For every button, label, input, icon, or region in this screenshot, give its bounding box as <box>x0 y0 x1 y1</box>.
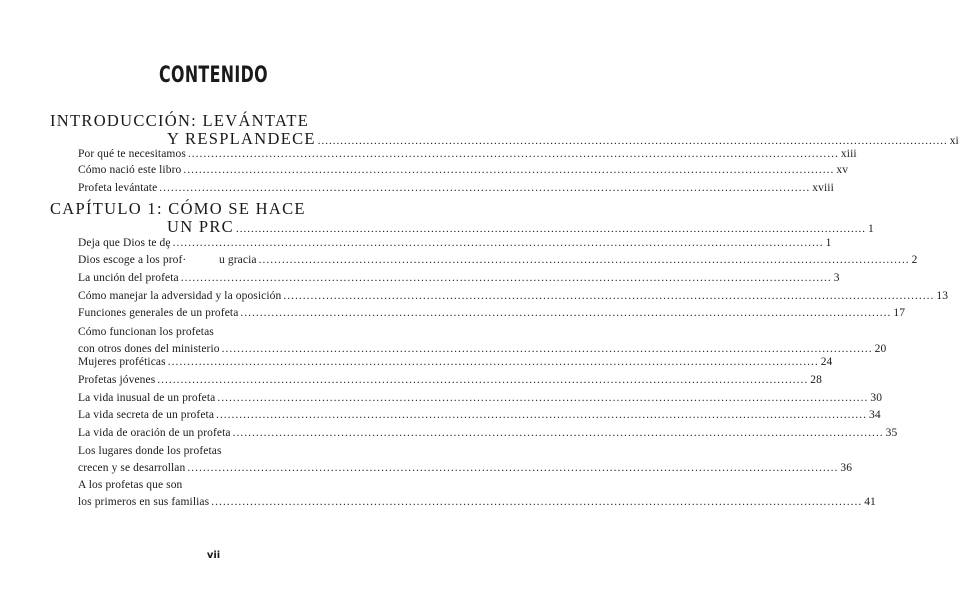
entry-page-number: 41 <box>864 496 876 508</box>
toc-entry[interactable] <box>78 408 881 422</box>
dot-leader: ........................................................................................................................................................................ <box>221 343 873 355</box>
chapter-page-number: 1 <box>867 223 874 235</box>
entry-title-line1: Cómo funcionan los profetas <box>78 326 214 338</box>
toc-entry[interactable] <box>78 373 822 387</box>
toc-entry[interactable] <box>78 426 898 440</box>
chapter-title-line1: CAPÍTULO 1: CÓMO SE HACE <box>50 199 306 218</box>
dot-leader: ........................................................................................................................................................................ <box>159 182 811 194</box>
entry-title: La vida de oración de un profeta <box>78 427 231 439</box>
toc-entry[interactable] <box>78 163 849 177</box>
dot-leader: ........................................................................................................................................................................ <box>283 290 935 302</box>
dot-leader: ........................................................................................................................................................................ <box>216 409 868 421</box>
dot-leader: ........................................................................................................................................................................ <box>167 356 819 368</box>
toc-entry[interactable] <box>78 477 876 511</box>
chapter-title-line2: Y RESPLANDECE <box>167 129 316 148</box>
toc-entry[interactable] <box>78 324 887 358</box>
toc-chapter-heading <box>50 199 874 238</box>
dot-leader: ........................................................................................................................................................................ <box>187 148 839 160</box>
toc-chapter-heading <box>50 111 959 150</box>
entry-title-line1: A los profetas que son <box>78 479 183 491</box>
entry-title-line1: Los lugares donde los profetas <box>78 445 222 457</box>
entry-title: los primeros en sus familias <box>78 496 210 508</box>
entry-title: Profetas jóvenes <box>78 374 156 386</box>
entry-page-number: 17 <box>893 307 906 319</box>
toc-entry[interactable] <box>78 391 883 405</box>
entry-title: Funciones generales de un profeta <box>78 307 239 319</box>
toc-entry[interactable] <box>78 271 840 285</box>
dot-leader: ........................................................................................................................................................................ <box>317 135 948 147</box>
entry-title: Cómo nació este libro <box>78 164 182 176</box>
dot-leader: ........................................................................................................................................................................ <box>217 392 869 404</box>
dot-leader: ........................................................................................................................................................................ <box>157 374 809 386</box>
dot-leader: ........................................................................................................................................................................ <box>172 237 824 249</box>
entry-title: crecen y se desarrollan <box>78 462 186 474</box>
entry-page-number: xiii <box>840 148 857 160</box>
entry-title: La vida inusual de un profeta <box>78 392 216 404</box>
entry-title: con otros dones del ministerio <box>78 343 220 355</box>
entry-page-number: 35 <box>885 427 898 439</box>
entry-page-number: xviii <box>812 182 834 194</box>
entry-title: Mujeres proféticas <box>78 356 166 368</box>
entry-title: Deja que Dios te dȩ <box>78 237 171 249</box>
entry-page-number: 24 <box>820 356 833 368</box>
entry-title: Por qué te necesitamos <box>78 148 186 160</box>
dot-leader: ........................................................................................................................................................................ <box>183 164 835 176</box>
dot-leader: ........................................................................................................................................................................ <box>235 223 866 235</box>
toc-entry[interactable] <box>78 253 918 267</box>
entry-page-number: xv <box>836 164 849 176</box>
chapter-title-line2: UN PRC <box>167 217 234 236</box>
entry-page-number: 28 <box>810 374 822 386</box>
entry-title: La vida secreta de un profeta <box>78 409 215 421</box>
entry-page-number: 30 <box>870 392 883 404</box>
dot-leader: ........................................................................................................................................................................ <box>211 496 863 508</box>
toc-entry[interactable] <box>78 289 949 303</box>
dot-leader: ........................................................................................................................................................................ <box>187 462 839 474</box>
toc-entry[interactable] <box>78 181 834 195</box>
entry-title: Cómo manejar la adversidad y la oposición <box>78 290 282 302</box>
dot-leader: ........................................................................................................................................................................ <box>258 254 910 266</box>
dot-leader: ........................................................................................................................................................................ <box>232 427 884 439</box>
toc-entry[interactable] <box>78 147 857 161</box>
dot-leader: ........................................................................................................................................................................ <box>240 307 892 319</box>
toc-entry[interactable] <box>78 355 833 369</box>
entry-page-number: 2 <box>911 254 918 266</box>
chapter-page-number: xi <box>949 135 959 147</box>
dot-leader: ........................................................................................................................................................................ <box>180 272 832 284</box>
entry-page-number: 3 <box>833 272 840 284</box>
entry-page-number: 1 <box>825 237 832 249</box>
page-number: vii <box>206 550 221 561</box>
entry-page-number: 34 <box>869 409 881 421</box>
entry-page-number: 36 <box>840 462 853 474</box>
entry-page-number: 13 <box>936 290 949 302</box>
entry-title: Dios escoge a los prof· u gracia <box>78 254 257 266</box>
toc-entry[interactable] <box>78 306 906 320</box>
entry-title: La unción del profeta <box>78 272 179 284</box>
toc-entry[interactable] <box>78 443 853 477</box>
page-title: CONTENIDO <box>159 63 268 88</box>
chapter-title-line1: INTRODUCCIÓN: LEVÁNTATE <box>50 111 310 130</box>
entry-page-number: 20 <box>874 343 887 355</box>
toc-entry[interactable] <box>78 236 832 250</box>
entry-title: Profeta levántate <box>78 182 158 194</box>
